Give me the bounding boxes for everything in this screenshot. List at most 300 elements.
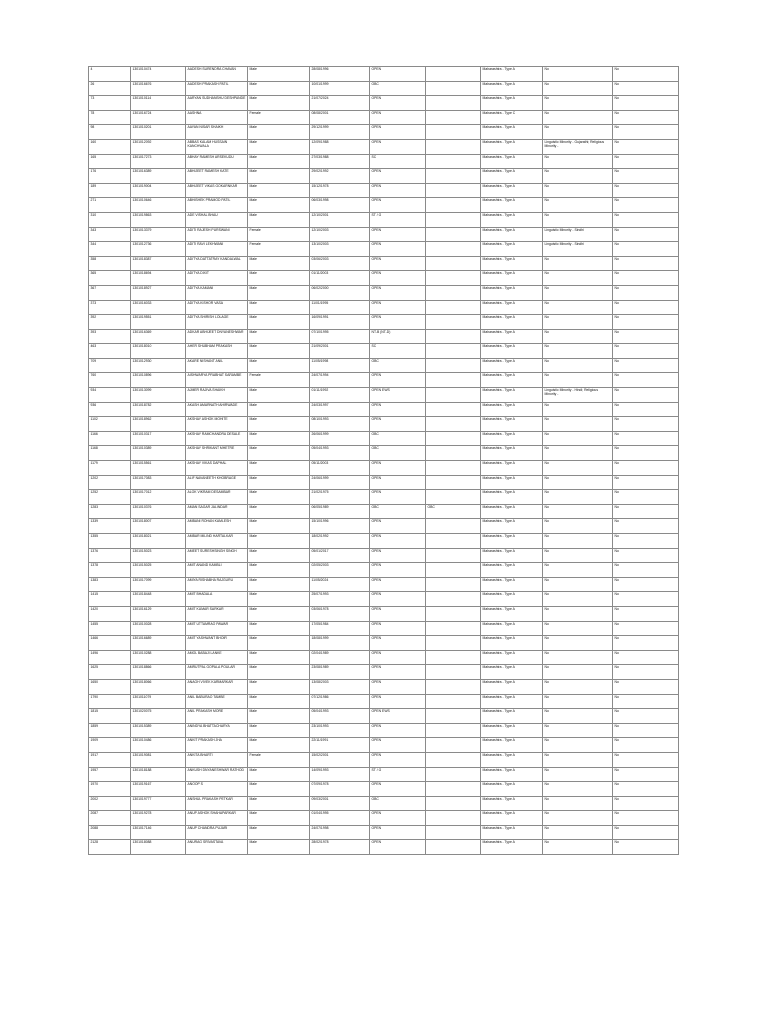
name-cell: ADITYA DIXIT xyxy=(186,271,248,286)
minority-cell: No xyxy=(543,767,613,782)
sub-category-cell xyxy=(426,650,481,665)
minority-cell: Linguistic Minority - Sindhi xyxy=(543,242,613,257)
flag-cell: No xyxy=(613,344,679,359)
domicile-cell: Maharashtra - Type A xyxy=(481,212,543,227)
serial-cell: 1917 xyxy=(89,752,131,767)
category-cell: OPEN xyxy=(370,519,426,534)
dob-cell: 07/10/1995 xyxy=(310,329,370,344)
flag-cell: No xyxy=(613,519,679,534)
domicile-cell: Maharashtra - Type A xyxy=(481,519,543,534)
gender-cell: Male xyxy=(248,665,310,680)
sub-category-cell xyxy=(426,738,481,753)
application-id-cell: 1301018188 xyxy=(131,767,186,782)
dob-cell: 24/03/1997 xyxy=(310,402,370,417)
serial-cell: 1283 xyxy=(89,504,131,519)
name-cell: AKSHAY RAMCHANDRA DESALE xyxy=(186,431,248,446)
application-id-cell: 1301010389 xyxy=(131,446,186,461)
application-id-cell: 1301019863 xyxy=(131,212,186,227)
domicile-cell: Maharashtra - Type A xyxy=(481,125,543,140)
table-row xyxy=(89,709,679,724)
sub-category-cell xyxy=(426,446,481,461)
records-sheet xyxy=(88,66,678,855)
name-cell: AMIT KUMAR SARKAR xyxy=(186,606,248,621)
sub-category-cell xyxy=(426,285,481,300)
application-id-cell: 1301016389 xyxy=(131,169,186,184)
minority-cell: No xyxy=(543,592,613,607)
category-cell: OPEN xyxy=(370,271,426,286)
application-id-cell: 1301019551 xyxy=(131,315,186,330)
table-row xyxy=(89,490,679,505)
domicile-cell: Maharashtra - Type A xyxy=(481,358,543,373)
application-id-cell: 1301010028 xyxy=(131,621,186,636)
gender-cell: Male xyxy=(248,183,310,198)
flag-cell: No xyxy=(613,300,679,315)
name-cell: ADITYA SHIRISH LOLAGE xyxy=(186,315,248,330)
name-cell: ANURAG SRIVASTAVA xyxy=(186,840,248,855)
flag-cell: No xyxy=(613,534,679,549)
table-row xyxy=(89,679,679,694)
domicile-cell: Maharashtra - Type A xyxy=(481,592,543,607)
domicile-cell: Maharashtra - Type A xyxy=(481,461,543,476)
minority-cell: No xyxy=(543,679,613,694)
minority-cell: No xyxy=(543,344,613,359)
sub-category-cell xyxy=(426,329,481,344)
sub-category-cell xyxy=(426,694,481,709)
gender-cell: Male xyxy=(248,840,310,855)
gender-cell: Male xyxy=(248,606,310,621)
table-row xyxy=(89,139,679,154)
minority-cell: No xyxy=(543,169,613,184)
application-id-cell: 1301010317 xyxy=(131,431,186,446)
gender-cell: Male xyxy=(248,300,310,315)
sub-category-cell xyxy=(426,373,481,388)
application-id-cell: 1301010114 xyxy=(131,96,186,111)
name-cell: AAYAN NISAR SHAIKH xyxy=(186,125,248,140)
gender-cell: Male xyxy=(248,329,310,344)
name-cell: ADITYA DATTATRAY KANDALWAL xyxy=(186,256,248,271)
category-cell: OPEN xyxy=(370,139,426,154)
serial-cell: 4 xyxy=(89,67,131,82)
minority-cell: No xyxy=(543,665,613,680)
serial-cell: 1252 xyxy=(89,490,131,505)
category-cell: OPEN xyxy=(370,723,426,738)
table-row xyxy=(89,271,679,286)
domicile-cell: Maharashtra - Type A xyxy=(481,752,543,767)
category-cell: OPEN EWS xyxy=(370,709,426,724)
table-row xyxy=(89,752,679,767)
gender-cell: Male xyxy=(248,475,310,490)
minority-cell: No xyxy=(543,402,613,417)
gender-cell: Male xyxy=(248,548,310,563)
sub-category-cell xyxy=(426,490,481,505)
sub-category-cell xyxy=(426,300,481,315)
sub-category-cell xyxy=(426,577,481,592)
name-cell: ADITI RAJESH PURSWANI xyxy=(186,227,248,242)
domicile-cell: Maharashtra - Type A xyxy=(481,67,543,82)
serial-cell: 1383 xyxy=(89,577,131,592)
table-body xyxy=(89,67,679,855)
name-cell: AMOL BABAJI LANKE xyxy=(186,650,248,665)
category-cell: OPEN xyxy=(370,110,426,125)
flag-cell: No xyxy=(613,388,679,403)
minority-cell: No xyxy=(543,606,613,621)
serial-cell: 1496 xyxy=(89,650,131,665)
category-cell: OPEN xyxy=(370,694,426,709)
sub-category-cell xyxy=(426,417,481,432)
gender-cell: Male xyxy=(248,577,310,592)
gender-cell: Male xyxy=(248,694,310,709)
gender-cell: Male xyxy=(248,782,310,797)
serial-cell: 760 xyxy=(89,373,131,388)
application-id-cell: 1301016369 xyxy=(131,329,186,344)
table-row xyxy=(89,67,679,82)
name-cell: AHER SHUBHAM PRAKASH xyxy=(186,344,248,359)
application-id-cell: 1301016129 xyxy=(131,606,186,621)
table-row xyxy=(89,431,679,446)
application-id-cell: 1301018021 xyxy=(131,534,186,549)
minority-cell: No xyxy=(543,534,613,549)
table-row xyxy=(89,227,679,242)
minority-cell: No xyxy=(543,256,613,271)
application-id-cell: 1301018927 xyxy=(131,285,186,300)
minority-cell: No xyxy=(543,504,613,519)
minority-cell: No xyxy=(543,81,613,96)
sub-category-cell xyxy=(426,67,481,82)
domicile-cell: Maharashtra - Type A xyxy=(481,285,543,300)
flag-cell: No xyxy=(613,402,679,417)
dob-cell: 01/04/1995 xyxy=(310,811,370,826)
name-cell: ABHAY RAMESH ARSEKUDU xyxy=(186,154,248,169)
serial-cell: 392 xyxy=(89,315,131,330)
sub-category-cell xyxy=(426,183,481,198)
flag-cell: No xyxy=(613,198,679,213)
domicile-cell: Maharashtra - Type A xyxy=(481,256,543,271)
name-cell: ALOK VIKRAM DESAMBAR xyxy=(186,490,248,505)
serial-cell: 1815 xyxy=(89,709,131,724)
dob-cell: 21/02/1975 xyxy=(310,490,370,505)
name-cell: ANUP ASHOK SHAHAPARKAR xyxy=(186,811,248,826)
sub-category-cell xyxy=(426,621,481,636)
minority-cell: No xyxy=(543,577,613,592)
name-cell: AKASH AMARNATH AHIRWADE xyxy=(186,402,248,417)
sub-category-cell xyxy=(426,782,481,797)
table-row xyxy=(89,183,679,198)
flag-cell: No xyxy=(613,709,679,724)
category-cell: SC xyxy=(370,154,426,169)
table-row xyxy=(89,96,679,111)
name-cell: ADKAR ABHIJEET DNYANESHWAR xyxy=(186,329,248,344)
application-id-cell: 1301012092 xyxy=(131,139,186,154)
domicile-cell: Maharashtra - Type A xyxy=(481,606,543,621)
dob-cell: 22/11/1991 xyxy=(310,738,370,753)
name-cell: AKSHAY SHRIKANT MHETRE xyxy=(186,446,248,461)
minority-cell: Linguistic Minority - Sindhi xyxy=(543,227,613,242)
application-id-cell: 1301013099 xyxy=(131,388,186,403)
domicile-cell: Maharashtra - Type A xyxy=(481,329,543,344)
serial-cell: 1455 xyxy=(89,621,131,636)
domicile-cell: Maharashtra - Type A xyxy=(481,490,543,505)
gender-cell: Male xyxy=(248,388,310,403)
dob-cell: 24/06/1999 xyxy=(310,475,370,490)
flag-cell: No xyxy=(613,723,679,738)
dob-cell: 24/07/1998 xyxy=(310,825,370,840)
gender-cell: Male xyxy=(248,256,310,271)
sub-category-cell xyxy=(426,388,481,403)
table-row xyxy=(89,650,679,665)
minority-cell: Linguistic Minority - Gujarathi; Religious Minority - xyxy=(543,139,613,154)
gender-cell: Male xyxy=(248,431,310,446)
application-id-cell: 1301010201 xyxy=(131,125,186,140)
table-row xyxy=(89,461,679,476)
table-row xyxy=(89,125,679,140)
sub-category-cell xyxy=(426,548,481,563)
flag-cell: No xyxy=(613,694,679,709)
application-id-cell: 1301018866 xyxy=(131,665,186,680)
domicile-cell: Maharashtra - Type A xyxy=(481,738,543,753)
sub-category-cell xyxy=(426,358,481,373)
table-row xyxy=(89,329,679,344)
minority-cell: No xyxy=(543,840,613,855)
name-cell: AADESH PRAKASH PATIL xyxy=(186,81,248,96)
dob-cell: 28/08/1996 xyxy=(310,67,370,82)
minority-cell: No xyxy=(543,548,613,563)
domicile-cell: Maharashtra - Type A xyxy=(481,504,543,519)
category-cell: OPEN xyxy=(370,227,426,242)
domicile-cell: Maharashtra - Type A xyxy=(481,840,543,855)
flag-cell: No xyxy=(613,811,679,826)
dob-cell: 29/12/1999 xyxy=(310,125,370,140)
name-cell: AKSHAY VIKAS DAPHAL xyxy=(186,461,248,476)
gender-cell: Male xyxy=(248,563,310,578)
serial-cell: 1970 xyxy=(89,782,131,797)
serial-cell: 98 xyxy=(89,125,131,140)
name-cell: AMIT BHADALA xyxy=(186,592,248,607)
category-cell: OPEN xyxy=(370,417,426,432)
gender-cell: Male xyxy=(248,402,310,417)
table-row xyxy=(89,636,679,651)
sub-category-cell xyxy=(426,475,481,490)
application-id-cell: 1301010288 xyxy=(131,650,186,665)
dob-cell: 13/08/2003 xyxy=(310,679,370,694)
category-cell: NT-B (NT-D) xyxy=(370,329,426,344)
table-row xyxy=(89,285,679,300)
flag-cell: No xyxy=(613,96,679,111)
name-cell: ALIF NAVANEETH KHOBRAGE xyxy=(186,475,248,490)
category-cell: OPEN xyxy=(370,169,426,184)
serial-cell: 936 xyxy=(89,402,131,417)
domicile-cell: Maharashtra - Type A xyxy=(481,825,543,840)
serial-cell: 1378 xyxy=(89,563,131,578)
minority-cell: No xyxy=(543,475,613,490)
flag-cell: No xyxy=(613,315,679,330)
serial-cell: 1909 xyxy=(89,738,131,753)
name-cell: ADITYA KISHOR VASA xyxy=(186,300,248,315)
serial-cell: 2128 xyxy=(89,840,131,855)
domicile-cell: Maharashtra - Type A xyxy=(481,417,543,432)
domicile-cell: Maharashtra - Type A xyxy=(481,81,543,96)
flag-cell: No xyxy=(613,329,679,344)
dob-cell: 03/06/2003 xyxy=(310,256,370,271)
flag-cell: No xyxy=(613,373,679,388)
table-row xyxy=(89,738,679,753)
table-row xyxy=(89,534,679,549)
dob-cell: 02/05/2003 xyxy=(310,563,370,578)
domicile-cell: Maharashtra - Type A xyxy=(481,446,543,461)
dob-cell: 01/11/2003 xyxy=(310,271,370,286)
category-cell: OPEN xyxy=(370,592,426,607)
category-cell: OPEN xyxy=(370,256,426,271)
domicile-cell: Maharashtra - Type A xyxy=(481,300,543,315)
domicile-cell: Maharashtra - Type A xyxy=(481,475,543,490)
dob-cell: 06/02/2000 xyxy=(310,285,370,300)
domicile-cell: Maharashtra - Type A xyxy=(481,534,543,549)
category-cell: OPEN xyxy=(370,125,426,140)
name-cell: AARYAN SUDHANSHU DESHPANDE xyxy=(186,96,248,111)
category-cell: OPEN xyxy=(370,461,426,476)
gender-cell: Male xyxy=(248,825,310,840)
category-cell: OBC xyxy=(370,504,426,519)
domicile-cell: Maharashtra - Type A xyxy=(481,811,543,826)
flag-cell: No xyxy=(613,490,679,505)
flag-cell: No xyxy=(613,256,679,271)
sub-category-cell xyxy=(426,592,481,607)
serial-cell: 1415 xyxy=(89,592,131,607)
minority-cell: No xyxy=(543,621,613,636)
serial-cell: 2002 xyxy=(89,796,131,811)
minority-cell: No xyxy=(543,738,613,753)
application-id-cell: 1301012930 xyxy=(131,358,186,373)
table-row xyxy=(89,358,679,373)
minority-cell: No xyxy=(543,519,613,534)
flag-cell: No xyxy=(613,81,679,96)
dob-cell: 11/05/1998 xyxy=(310,358,370,373)
name-cell: ANSHUL PRAKASH PETKAR xyxy=(186,796,248,811)
table-row xyxy=(89,212,679,227)
minority-cell: No xyxy=(543,125,613,140)
serial-cell: 709 xyxy=(89,358,131,373)
dob-cell: 01/11/1992 xyxy=(310,388,370,403)
sub-category-cell xyxy=(426,169,481,184)
gender-cell: Female xyxy=(248,110,310,125)
minority-cell: No xyxy=(543,285,613,300)
category-cell: OBC xyxy=(370,796,426,811)
domicile-cell: Maharashtra - Type A xyxy=(481,621,543,636)
gender-cell: Female xyxy=(248,752,310,767)
name-cell: ANIL PRAKASH MORE xyxy=(186,709,248,724)
name-cell: AKSHAY ASHOK MOHITE xyxy=(186,417,248,432)
dob-cell: 07/09/1978 xyxy=(310,782,370,797)
dob-cell: 05/04/1993 xyxy=(310,446,370,461)
table-row xyxy=(89,782,679,797)
gender-cell: Male xyxy=(248,723,310,738)
flag-cell: No xyxy=(613,67,679,82)
gender-cell: Male xyxy=(248,636,310,651)
serial-cell: 463 xyxy=(89,344,131,359)
flag-cell: No xyxy=(613,169,679,184)
minority-cell: No xyxy=(543,358,613,373)
minority-cell: No xyxy=(543,461,613,476)
dob-cell: 13/10/2003 xyxy=(310,242,370,257)
dob-cell: 12/09/1988 xyxy=(310,139,370,154)
minority-cell: Linguistic Minority - Hindi; Religious Minority - xyxy=(543,388,613,403)
flag-cell: No xyxy=(613,563,679,578)
domicile-cell: Maharashtra - Type A xyxy=(481,679,543,694)
flag-cell: No xyxy=(613,183,679,198)
application-id-cell: 1301018387 xyxy=(131,256,186,271)
flag-cell: No xyxy=(613,461,679,476)
minority-cell: No xyxy=(543,811,613,826)
dob-cell: 07/12/1986 xyxy=(310,694,370,709)
category-cell: OPEN xyxy=(370,679,426,694)
serial-cell: 1957 xyxy=(89,767,131,782)
serial-cell: 310 xyxy=(89,212,131,227)
category-cell: ST / G xyxy=(370,767,426,782)
flag-cell: No xyxy=(613,285,679,300)
gender-cell: Male xyxy=(248,417,310,432)
category-cell: OPEN xyxy=(370,577,426,592)
domicile-cell: Maharashtra - Type A xyxy=(481,315,543,330)
application-id-cell: 1301016033 xyxy=(131,300,186,315)
table-row xyxy=(89,592,679,607)
serial-cell: 358 xyxy=(89,256,131,271)
flag-cell: No xyxy=(613,475,679,490)
application-id-cell: 1301017083 xyxy=(131,475,186,490)
domicile-cell: Maharashtra - Type A xyxy=(481,373,543,388)
sub-category-cell xyxy=(426,665,481,680)
table-row xyxy=(89,519,679,534)
sub-category-cell xyxy=(426,154,481,169)
domicile-cell: Maharashtra - Type C xyxy=(481,110,543,125)
dob-cell: 16/09/1991 xyxy=(310,315,370,330)
application-id-cell: 1301018448 xyxy=(131,592,186,607)
category-cell: OPEN xyxy=(370,315,426,330)
dob-cell: 21/07/2024 xyxy=(310,96,370,111)
dob-cell: 05/11/2003 xyxy=(310,461,370,476)
minority-cell: No xyxy=(543,723,613,738)
dob-cell: 05/04/1993 xyxy=(310,709,370,724)
dob-cell: 23/08/1989 xyxy=(310,665,370,680)
minority-cell: No xyxy=(543,490,613,505)
serial-cell: 1376 xyxy=(89,548,131,563)
serial-cell: 1166 xyxy=(89,431,131,446)
minority-cell: No xyxy=(543,796,613,811)
minority-cell: No xyxy=(543,154,613,169)
application-id-cell: 1301010474 xyxy=(131,67,186,82)
serial-cell: 1102 xyxy=(89,417,131,432)
application-id-cell: 1301010486 xyxy=(131,738,186,753)
domicile-cell: Maharashtra - Type A xyxy=(481,154,543,169)
gender-cell: Male xyxy=(248,738,310,753)
name-cell: AMIT ANAND KAMBLI xyxy=(186,563,248,578)
application-id-cell: 1301015389 xyxy=(131,723,186,738)
gender-cell: Female xyxy=(248,373,310,388)
application-id-cell: 1301010896 xyxy=(131,373,186,388)
gender-cell: Male xyxy=(248,285,310,300)
sub-category-cell xyxy=(426,709,481,724)
flag-cell: No xyxy=(613,358,679,373)
domicile-cell: Maharashtra - Type A xyxy=(481,344,543,359)
name-cell: AMAN SAGAR JALINDAR xyxy=(186,504,248,519)
flag-cell: No xyxy=(613,782,679,797)
serial-cell: 1202 xyxy=(89,475,131,490)
minority-cell: No xyxy=(543,373,613,388)
sub-category-cell xyxy=(426,534,481,549)
minority-cell: No xyxy=(543,752,613,767)
sub-category-cell xyxy=(426,344,481,359)
serial-cell: 367 xyxy=(89,285,131,300)
table-row xyxy=(89,548,679,563)
gender-cell: Male xyxy=(248,125,310,140)
